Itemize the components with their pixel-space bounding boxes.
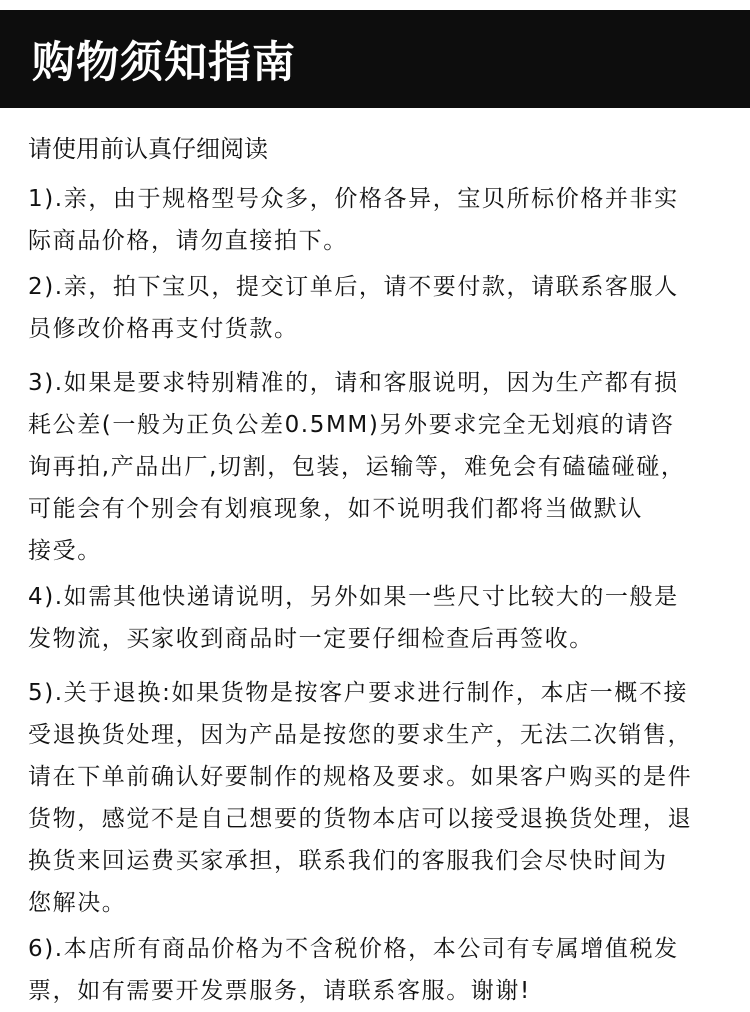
notice-line: 2).亲，拍下宝贝，提交订单后，请不要付款，请联系客服人 [28, 274, 679, 300]
notice-item-4 [28, 576, 728, 660]
notice-item-3 [28, 362, 728, 572]
notice-line: 您解决。 [28, 890, 127, 916]
notice-line: 6).本店所有商品价格为不含税价格，本公司有专属增值税发 [28, 936, 679, 962]
page-title: 购物须知指南 [32, 37, 296, 88]
notice-line: 耗公差(一般为正负公差0.5MM)另外要求完全无划痕的请咨 [28, 412, 675, 438]
notice-line: 4).如需其他快递请说明，另外如果一些尺寸比较大的一般是 [28, 584, 679, 610]
notice-item-1 [28, 178, 728, 262]
notice-line: 际商品价格，请勿直接拍下。 [28, 228, 348, 254]
notice-line: 3).如果是要求特别精准的，请和客服说明，因为生产都有损 [28, 370, 679, 396]
notice-line: 货物，感觉不是自己想要的货物本店可以接受退换货处理，退 [28, 806, 693, 832]
notice-item-5 [28, 672, 728, 924]
notice-line: 受退换货处理，因为产品是按您的要求生产，无法二次销售， [28, 722, 693, 748]
notice-line: 1).亲，由于规格型号众多，价格各异，宝贝所标价格并非实 [28, 186, 679, 212]
notice-line: 票，如有需要开发票服务，请联系客服。谢谢! [28, 978, 531, 1004]
notice-item-6 [28, 928, 728, 1012]
notice-line: 可能会有个别会有划痕现象，如不说明我们都将当做默认 [28, 496, 643, 522]
notice-content [28, 128, 728, 1012]
notice-line: 5).关于退换:如果货物是按客户要求进行制作，本店一概不接 [28, 680, 689, 706]
notice-line: 请在下单前确认好要制作的规格及要求。如果客户购买的是件 [28, 764, 693, 790]
header-banner [0, 10, 750, 108]
intro-text: 请使用前认真仔细阅读 [28, 135, 268, 163]
notice-item-2 [28, 266, 728, 350]
notice-line: 换货来回运费买家承担，联系我们的客服我们会尽快时间为 [28, 848, 668, 874]
notice-line: 接受。 [28, 538, 102, 564]
notice-line: 发物流，买家收到商品时一定要仔细检查后再签收。 [28, 626, 594, 652]
notice-line: 询再拍,产品出厂,切割，包装，运输等，难免会有磕磕碰碰， [28, 454, 686, 480]
notice-line: 员修改价格再支付货款。 [28, 316, 299, 342]
